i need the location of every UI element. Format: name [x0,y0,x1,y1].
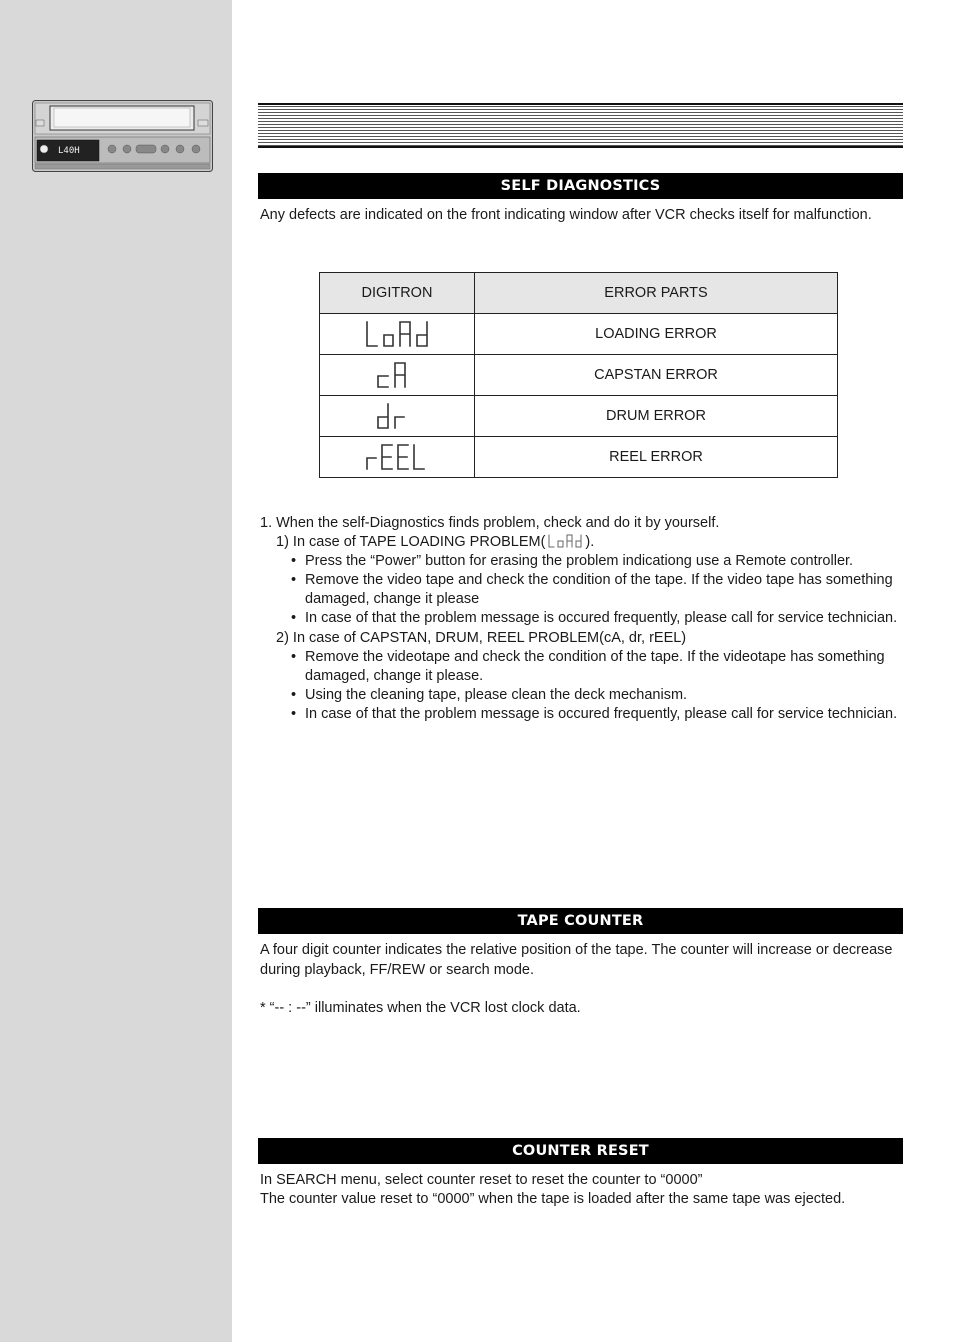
bullet-icon: • [291,705,297,722]
digitron-display-ca [320,355,475,396]
tape-counter-body: A four digit counter indicates the relative position of the tape. The counter will increase or decrease during playback, FF/REW or search mode. [260,942,893,978]
instruction-sub-1 [276,533,900,552]
bullet-icon: • [291,686,297,703]
list-item [291,705,900,724]
sub1-prefix: 1) In case of TAPE LOADING PROBLEM( [276,534,546,551]
bullet-text: Remove the videotape and check the condition of the tape. If the videotape has something damaged, change it please. [305,648,885,684]
self-diagnostics-header: SELF DIAGNOSTICS [258,173,903,199]
list-item [291,648,900,686]
table-row [320,396,838,437]
diagnostics-table [319,272,838,478]
header-rule-block [258,103,903,148]
table-row [320,314,838,355]
digitron-display-dr [320,396,475,437]
bullet-icon: • [291,648,297,665]
counter-reset-line-1: In SEARCH menu, select counter reset to reset the counter to “0000” [260,1172,703,1188]
self-diagnostics-intro: Any defects are indicated on the front indicating window after VCR checks itself for malfunction. [260,207,872,223]
list-item [291,686,900,705]
sub1-suffix: ). [585,534,595,551]
bullet-text: In case of that the problem message is occured frequently, please call for service technician. [305,705,898,722]
list-item [291,552,900,571]
bullet-text: Press the “Power” button for erasing the problem indicationg use a Remote controller. [305,553,854,570]
tape-counter-note: * “-- : --” illuminates when the VCR lost clock data. [260,1000,581,1016]
table-row [320,437,838,478]
bullet-icon: • [291,610,297,627]
digitron-display-load [320,314,475,355]
column-header-digitron: DIGITRON [320,273,475,314]
bullet-text: Remove the video tape and check the condition of the tape. If the video tape has something damaged, change it please [305,572,893,608]
bullet-icon: • [291,572,297,589]
column-header-error-parts: ERROR PARTS [475,273,838,314]
load-display-inline-icon [547,533,583,549]
error-drum: DRUM ERROR [475,396,838,437]
digitron-display-reel [320,437,475,478]
vcr-front-panel-illustration [32,100,213,172]
error-capstan: CAPSTAN ERROR [475,355,838,396]
counter-reset-line-2: The counter value reset to “0000” when the tape is loaded after the same tape was ejected. [260,1191,846,1207]
tape-counter-header: TAPE COUNTER [258,908,903,934]
table-header-row [320,273,838,314]
bullet-text: In case of that the problem message is occured frequently, please call for service technician. [305,610,898,627]
instruction-item-1: 1. When the self-Diagnostics finds problem, check and do it by yourself. [260,515,720,531]
list-item [291,609,900,628]
table-row [320,355,838,396]
instructions-list [260,514,900,724]
list-item [291,571,900,609]
error-reel: REEL ERROR [475,437,838,478]
counter-reset-header: COUNTER RESET [258,1138,903,1164]
instruction-sub-2: 2) In case of CAPSTAN, DRUM, REEL PROBLEM(cA, dr, rEEL) [276,629,687,646]
vcr-display-text: L40H [58,146,80,156]
bullet-icon: • [291,553,297,570]
sidebar-panel [0,0,232,1342]
bullet-text: Using the cleaning tape, please clean the deck mechanism. [305,686,688,703]
error-loading: LOADING ERROR [475,314,838,355]
